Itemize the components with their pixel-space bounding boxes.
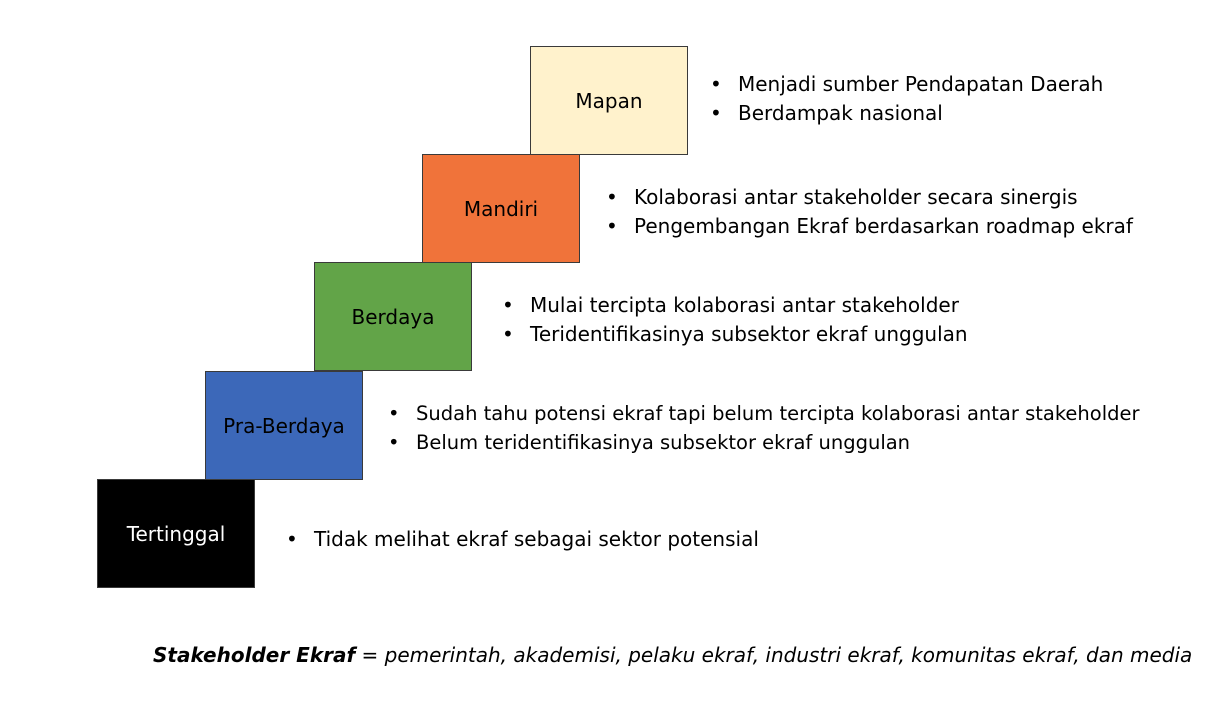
list-item — [384, 399, 1140, 428]
bullet-dot: • — [710, 72, 722, 96]
stage-label-mandiri: Mandiri — [463, 196, 539, 221]
bullet-dot: • — [388, 431, 400, 454]
bullet-text: Berdampak nasional — [738, 101, 943, 125]
bullet-dot: • — [502, 322, 514, 346]
bullet-dot: • — [388, 402, 400, 425]
bullet-text: Kolaborasi antar stakeholder secara sinergis — [634, 185, 1078, 209]
stage-label-berdaya: Berdaya — [351, 304, 435, 329]
stage-label-pra-berdaya: Pra-Berdaya — [223, 413, 345, 438]
stage-box-mandiri — [422, 154, 580, 263]
bullet-text: Pengembangan Ekraf berdasarkan roadmap ekraf — [634, 214, 1133, 238]
bullet-list-mapan — [706, 70, 1103, 128]
bullet-dot: • — [606, 185, 618, 209]
bullet-dot: • — [502, 293, 514, 317]
bullet-text: Belum teridentifikasinya subsektor ekraf unggulan — [416, 431, 911, 454]
stage-box-pra-berdaya — [205, 371, 363, 480]
bullet-text: Mulai tercipta kolaborasi antar stakeholder — [530, 293, 959, 317]
stage-box-berdaya — [314, 262, 472, 371]
footnote-term: Stakeholder Ekraf — [153, 643, 356, 667]
footnote-definition: = pemerintah, akademisi, pelaku ekraf, industri ekraf, komunitas ekraf, dan media — [355, 643, 1193, 667]
list-item — [706, 70, 1103, 99]
bullet-text: Sudah tahu potensi ekraf tapi belum tercipta kolaborasi antar stakeholder — [416, 402, 1140, 425]
bullet-text: Teridentifikasinya subsektor ekraf unggulan — [530, 322, 968, 346]
bullet-list-pra-berdaya — [384, 399, 1140, 457]
stage-box-mapan — [530, 46, 688, 155]
bullet-dot: • — [286, 527, 298, 551]
stage-label-mapan: Mapan — [575, 88, 643, 113]
bullet-text: Menjadi sumber Pendapatan Daerah — [738, 72, 1104, 96]
list-item — [384, 428, 1140, 457]
list-item — [498, 320, 968, 349]
list-item — [498, 291, 968, 320]
list-item — [602, 183, 1133, 212]
bullet-text: Tidak melihat ekraf sebagai sektor potensial — [314, 527, 759, 551]
stage-box-tertinggal — [97, 479, 255, 588]
bullet-list-tertinggal — [282, 525, 759, 554]
bullet-list-berdaya — [498, 291, 968, 349]
stage-label-tertinggal: Tertinggal — [126, 521, 226, 546]
footnote — [153, 643, 1192, 667]
bullet-dot: • — [710, 101, 722, 125]
list-item — [282, 525, 759, 554]
bullet-dot: • — [606, 214, 618, 238]
list-item — [706, 99, 1103, 128]
bullet-list-mandiri — [602, 183, 1133, 241]
list-item — [602, 212, 1133, 241]
